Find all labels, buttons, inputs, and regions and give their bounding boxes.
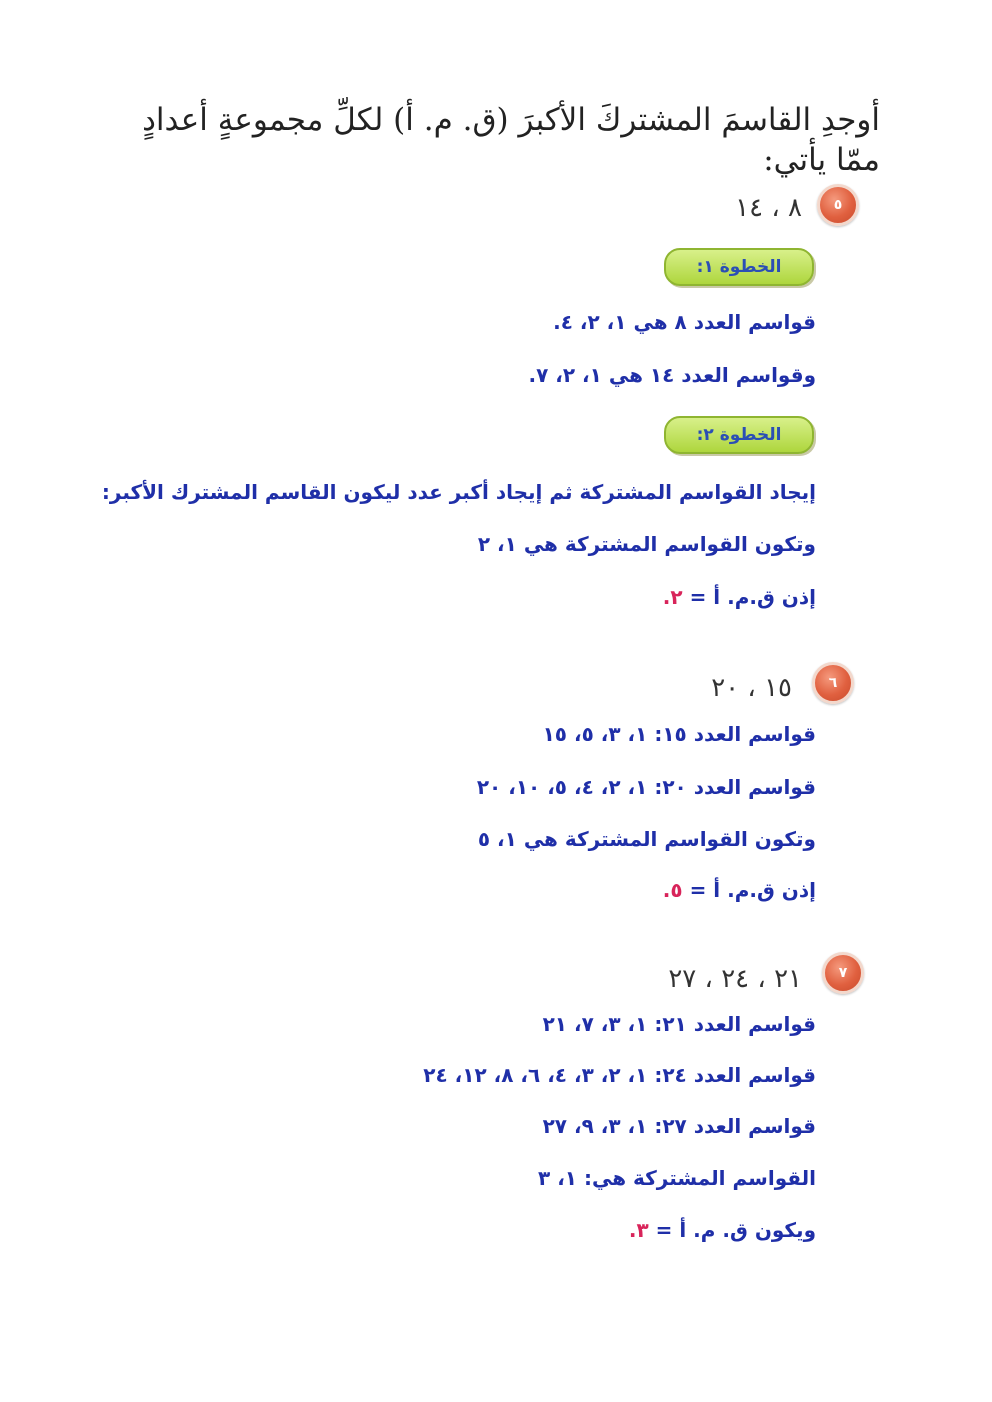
problem-number-badge: ٥ [817,184,859,226]
answer-prefix: إذن ق.م. أ = [682,878,816,902]
problem-numbers: ١٥ ، ٢٠ [711,673,792,703]
divisors-values: ١، ٣، ٩، ٢٧ [542,1114,648,1138]
divisors-line-3 [543,1114,816,1138]
divisors-values: ١، ٢، ٣، ٤، ٦، ٨، ١٢، ٢٤ [423,1063,648,1087]
divisors-prefix: قواسم العدد ٢٧: [647,1114,816,1138]
exercise-title: أوجدِ القاسمَ المشتركَ الأكبرَ (ق. م. أ) لكلِّ مجموعةٍ أعدادٍ ممّا يأتي: [142,102,880,179]
answer-line [663,585,816,609]
divisors-prefix: قواسم العدد ٢١: [647,1012,816,1036]
divisors-line-1 [543,722,816,746]
divisors-line-1 [543,1012,816,1036]
common-divisors-line: وتكون القواسم المشتركة هي ١، ٥ [477,827,816,851]
step-1-label: الخطوة ١: [664,248,814,286]
divisors-prefix: قواسم العدد ١٥: [647,722,816,746]
answer-suffix: . [662,878,671,902]
step-2-label: الخطوة ٢: [664,416,814,454]
divisors-values: ١، ٣، ٧، ٢١ [542,1012,648,1036]
problem-number-badge: ٧ [822,952,864,994]
answer-value: ٥ [670,878,683,902]
step-1-line-2: وقواسم العدد ١٤ هي ١، ٢، ٧. [528,363,816,387]
divisors-values: ١، ٢، ٤، ٥، ١٠، ٢٠ [476,775,648,799]
divisors-prefix: قواسم العدد ٢٠: [647,775,816,799]
problem-numbers: ٨ ، ١٤ [735,193,802,223]
step-2-line-1: إيجاد القواسم المشتركة ثم إيجاد أكبر عدد ليكون القاسم المشترك الأكبر: [101,480,816,504]
answer-value: ٢ [670,585,683,609]
common-divisors-line: القواسم المشتركة هي: ١، ٣ [538,1166,816,1190]
step-2-line-2: وتكون القواسم المشتركة هي ١، ٢ [477,532,816,556]
answer-suffix: . [628,1218,637,1242]
problem-number-badge: ٦ [812,662,854,704]
divisors-line-2 [477,775,816,799]
answer-line [663,878,816,902]
answer-value: ٣ [636,1218,649,1242]
answer-prefix: ويكون ق. م. أ = [648,1218,816,1242]
problem-numbers: ٢١ ، ٢٤ ، ٢٧ [668,964,802,994]
answer-suffix: . [662,585,671,609]
divisors-values: ١، ٣، ٥، ١٥ [542,722,648,746]
step-1-line-1: قواسم العدد ٨ هي ١، ٢، ٤. [553,310,816,334]
divisors-line-2 [423,1063,816,1087]
answer-prefix: إذن ق.م. أ = [682,585,816,609]
divisors-prefix: قواسم العدد ٢٤: [647,1063,816,1087]
answer-line [629,1218,816,1242]
